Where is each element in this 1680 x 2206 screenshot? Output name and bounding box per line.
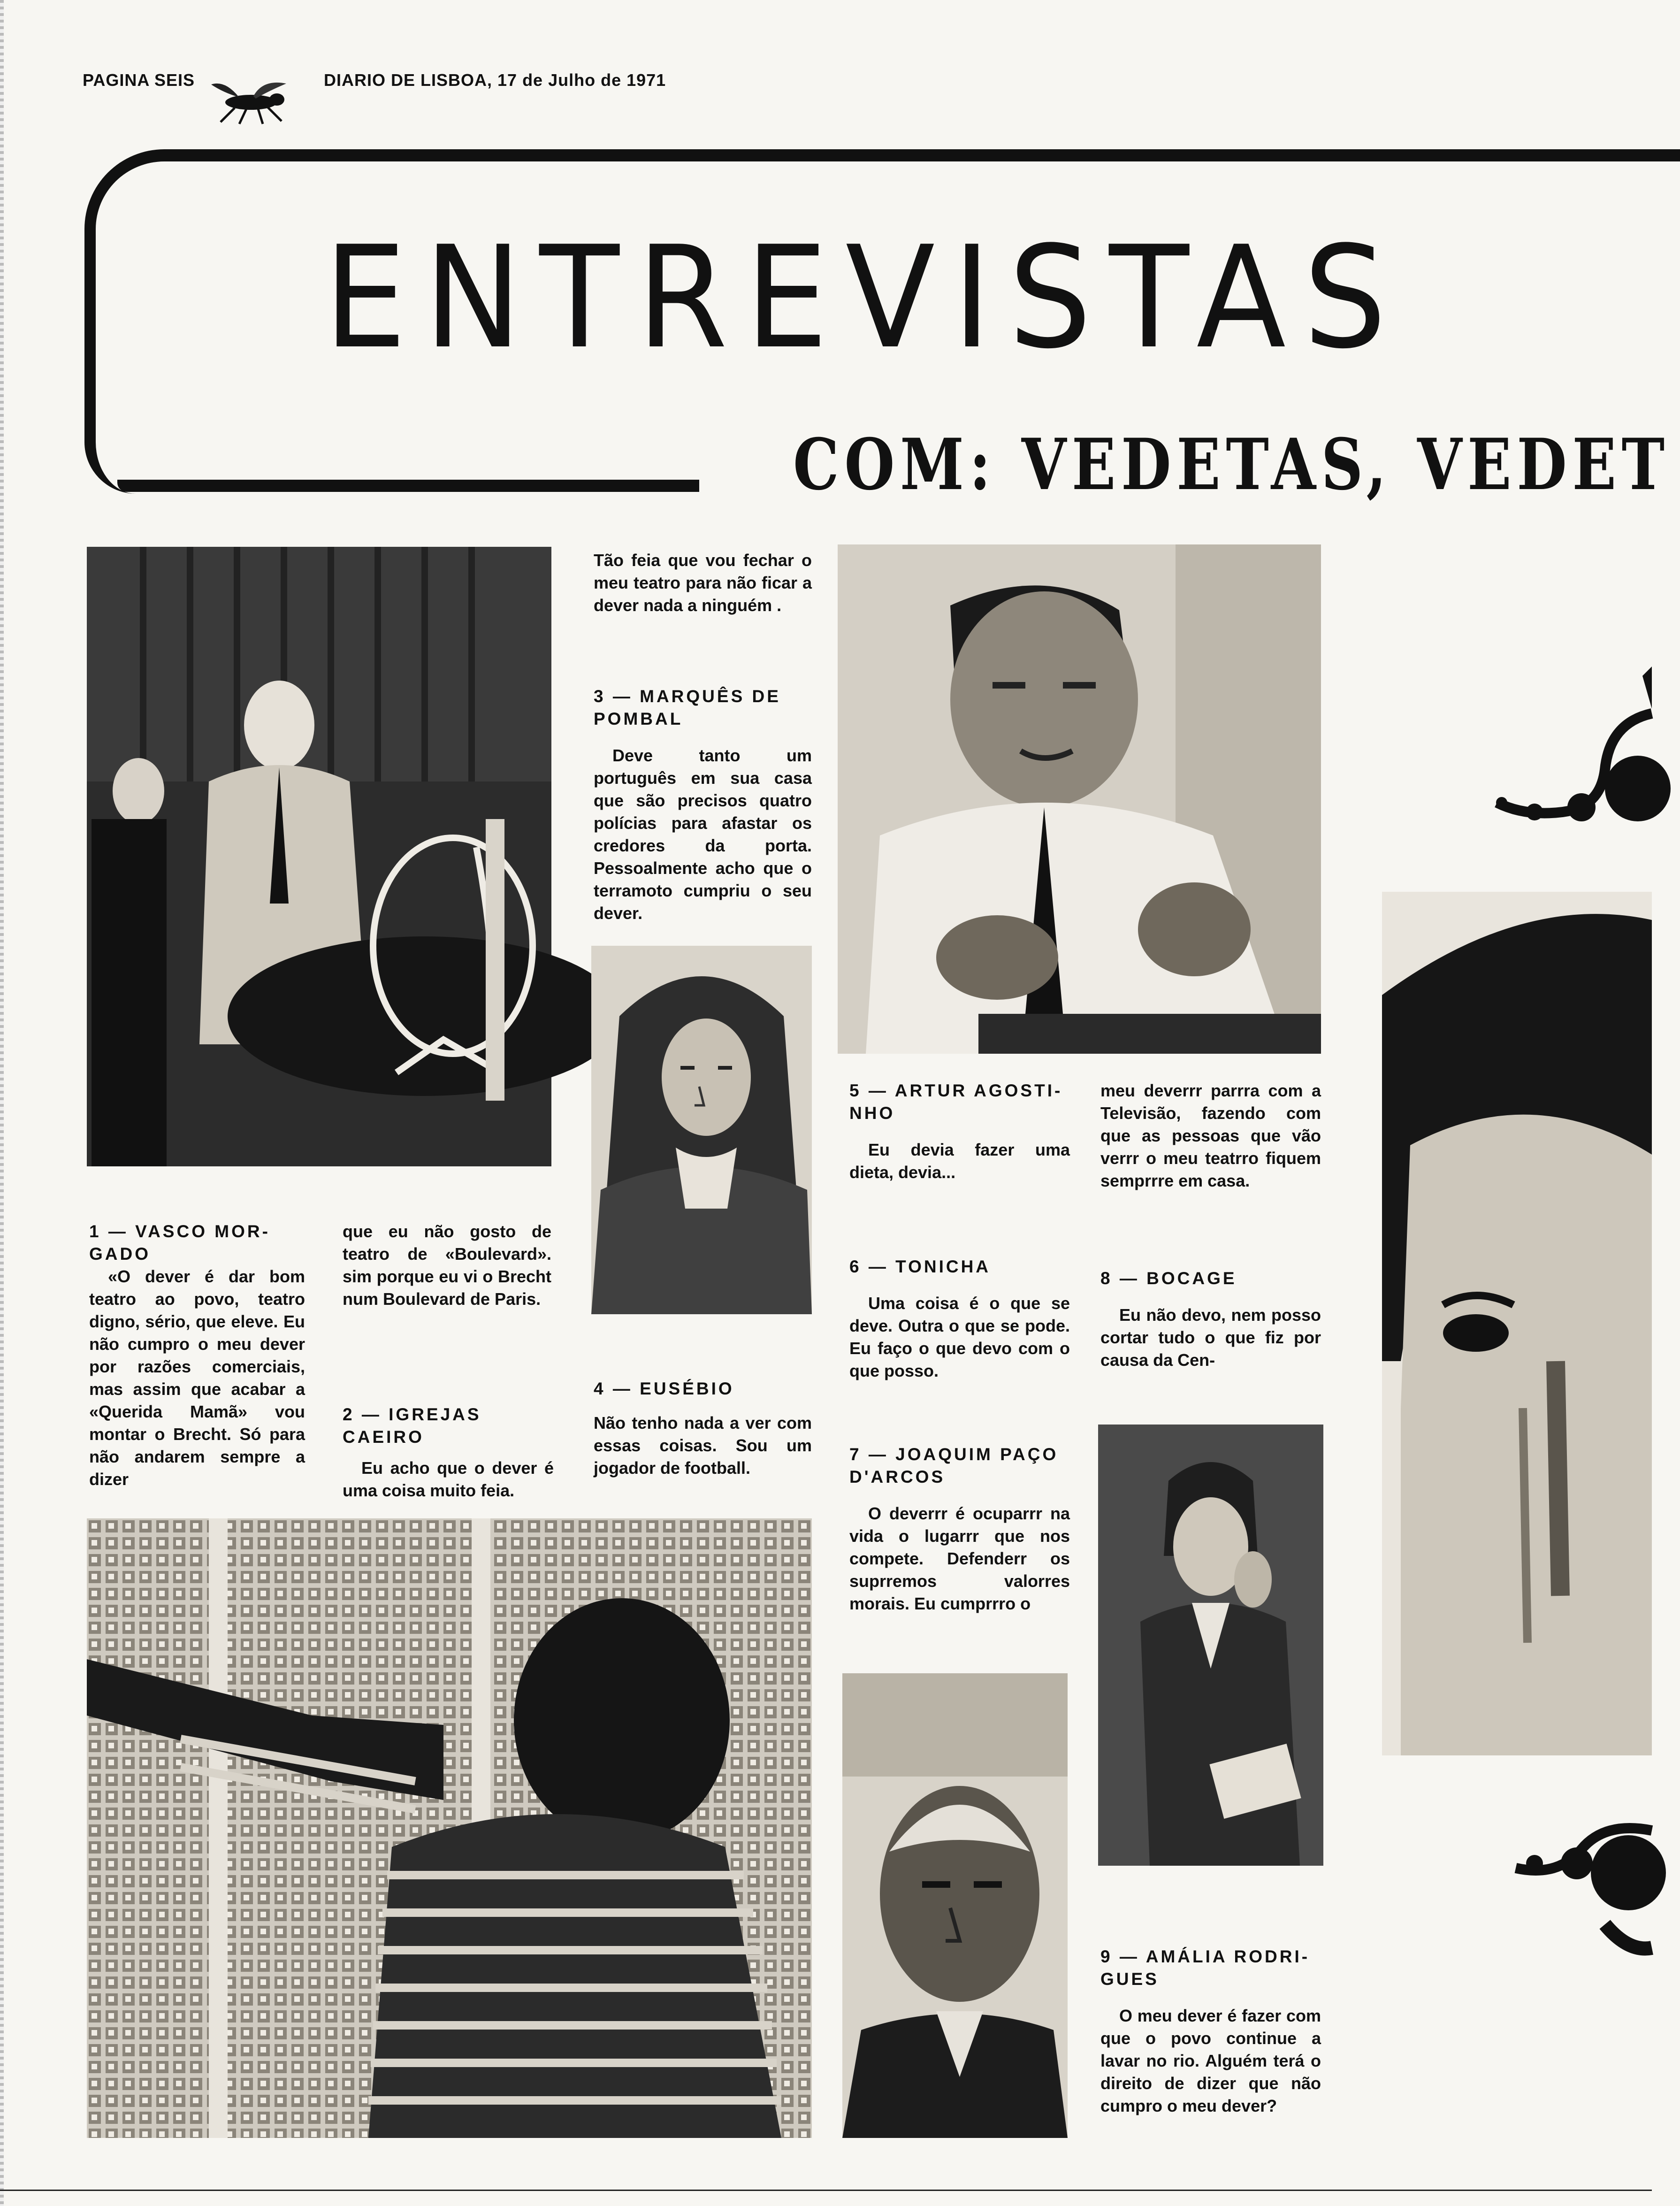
page-edge: [0, 0, 4, 2206]
entry-5-text: Eu devia fazer uma dieta, devia...: [849, 1140, 1070, 1182]
entry-7: [849, 1443, 1070, 1615]
entry-5-text-continued: meu deverrr parrra com a Televisão, fazendo com que as pessoas que vão verrr o meu teatrro fiquem semprrre em casa.: [1100, 1081, 1321, 1190]
entry-6-heading: 6 — TONICHA: [849, 1257, 991, 1276]
entry-3-text: Deve tanto um português em sua casa que são precisos quatro polícias para afastar os credores da porta. Pessoalmente acho que o terramoto cumpriu o seu dever.: [594, 746, 812, 923]
entry-7-text: O deverrr é ocuparrr na vida o lugarrr que nos compete. Defenderr os suprremos valorres morais. Eu cumprrro o: [849, 1504, 1070, 1613]
page-number: PAGINA SEIS: [83, 70, 195, 90]
entry-2-heading: 2 — IGREJAS CAEIRO: [343, 1405, 481, 1447]
entry-1-text: «O dever é dar bom teatro ao povo, teatro digno, sério, que eleve. Eu não cumpro o meu dever por razões comerciais, mas assim que acabar a «Querida Mamã» vou montar o Brecht. Só para não andarem sempre a dizer: [89, 1267, 305, 1489]
photo-joaquim-paco-darcos: [842, 1673, 1068, 2138]
page-bottom-rule: [0, 2190, 1652, 2191]
ornament-flourish-bottom: [1488, 1793, 1652, 1971]
entry-7-heading: 7 — JOAQUIM PAÇO D'ARCOS: [849, 1445, 1059, 1486]
entry-8-heading: 8 — BOCAGE: [1100, 1269, 1237, 1288]
entry-9-text: O meu dever é fazer com que o povo continue a lavar no rio. Alguém terá o direito de dizer que não cumpro o meu dever?: [1100, 2006, 1321, 2115]
entry-3-heading: 3 — MARQUÊS DE POMBAL: [594, 687, 781, 728]
photo-artur-agostinho: [838, 544, 1321, 1054]
date-line: DIARIO DE LISBOA, 17 de Julho de 1971: [324, 70, 666, 90]
entry-9-heading: 9 — AMÁLIA RODRI- GUES: [1100, 1947, 1310, 1989]
entry-6-text: Uma coisa é o que se deve. Outra o que se pode. Eu faço o que devo com o que posso.: [849, 1294, 1070, 1380]
fly-icon: [206, 75, 296, 127]
photo-eusebio: [87, 1518, 812, 2138]
entry-1-heading: 1 — VASCO MOR- GADO: [89, 1222, 270, 1264]
page-subtitle: COM: VEDETAS, VEDET: [793, 423, 1670, 506]
entry-3: [594, 685, 812, 925]
entry-6: [849, 1256, 1070, 1382]
entry-2-text: Eu acho que o dever é uma coisa muito feia.: [343, 1458, 554, 1500]
title-bracket-foot: [117, 480, 699, 492]
ornament-flourish-top: [1469, 666, 1652, 835]
entry-5: [849, 1080, 1070, 1184]
entry-1-continued: [343, 1220, 551, 1310]
photo-amalia-rodrigues: [1382, 892, 1652, 1755]
entry-1-closing: [594, 549, 812, 617]
entry-5-continued: [1100, 1080, 1321, 1192]
entry-5-heading: 5 — ARTUR AGOSTI- NHO: [849, 1081, 1063, 1123]
photo-bocage: [1098, 1425, 1323, 1866]
entry-4-text: Não tenho nada a ver com essas coisas. Sou um jogador de football.: [594, 1413, 812, 1478]
photo-marques-de-pombal: [591, 946, 812, 1314]
entry-9: [1100, 1946, 1321, 2117]
entry-2: [343, 1403, 554, 1502]
entry-8: [1100, 1267, 1321, 1371]
page-title: ENTREVISTAS: [324, 216, 1404, 380]
entry-4: [594, 1378, 812, 1479]
entry-1-closing-text: Tão feia que vou fechar o meu teatro para não ficar a dever nada a ninguém .: [594, 551, 812, 615]
entry-4-heading: 4 — EUSÉBIO: [594, 1379, 734, 1398]
entry-8-text: Eu não devo, nem posso cortar tudo o que fiz por causa da Cen-: [1100, 1305, 1321, 1370]
entry-1-text-continued: que eu não gosto de teatro de «Boulevard». sim porque eu vi o Brecht num Boulevard de Paris.: [343, 1222, 551, 1309]
entry-1: [89, 1220, 305, 1491]
photo-vasco-morgado: [87, 547, 551, 1166]
